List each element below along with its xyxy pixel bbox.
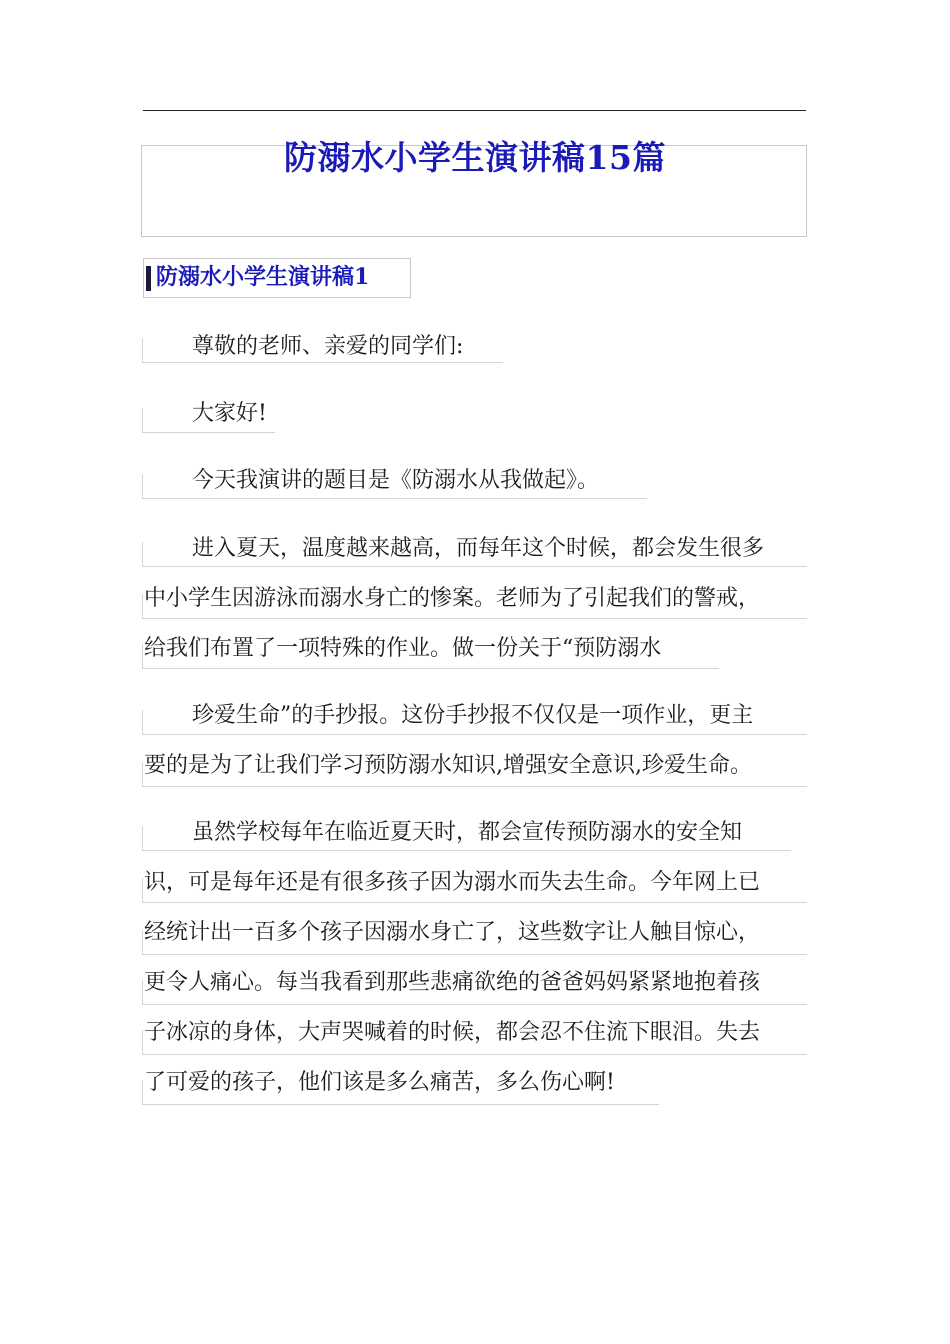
paragraph-line: 子冰凉的身体，大声哭喊着的时候，都会忍不住流下眼泪。失去 xyxy=(144,1020,761,1045)
paragraph-line: 识，可是每年还是有很多孩子因为溺水而失去生命。今年网上已 xyxy=(144,870,761,895)
document-title: 防溺水小学生演讲稿15篇 xyxy=(284,138,666,177)
greeting-line: 大家好! xyxy=(192,401,267,426)
top-rule xyxy=(143,110,806,111)
section-heading: 防溺水小学生演讲稿1 xyxy=(156,264,370,290)
paragraph-line: 了可爱的孩子，他们该是多么痛苦，多么伤心啊! xyxy=(144,1070,615,1095)
paragraph-line: 更令人痛心。每当我看到那些悲痛欲绝的爸爸妈妈紧紧地抱着孩 xyxy=(144,970,761,995)
paragraph-line: 经统计出一百多个孩子因溺水身亡了，这些数字让人触目惊心， xyxy=(144,920,761,945)
topic-line: 今天我演讲的题目是《防溺水从我做起》。 xyxy=(192,468,600,493)
paragraph-line: 要的是为了让我们学习预防溺水知识,增强安全意识,珍爱生命。 xyxy=(144,753,752,778)
section-marker-icon xyxy=(146,266,151,291)
paragraph-line: 中小学生因游泳而溺水身亡的惨案。老师为了引起我们的警戒， xyxy=(144,586,761,611)
paragraph-line: 给我们布置了一项特殊的作业。做一份关于“预防溺水 xyxy=(144,636,662,661)
paragraph-line: 虽然学校每年在临近夏天时，都会宣传预防溺水的安全知 xyxy=(192,820,743,845)
paragraph-line: 珍爱生命”的手抄报。这份手抄报不仅仅是一项作业，更主 xyxy=(192,703,754,728)
salutation-line: 尊敬的老师、亲爱的同学们: xyxy=(192,334,464,359)
paragraph-line: 进入夏天，温度越来越高，而每年这个时候，都会发生很多 xyxy=(192,536,765,561)
